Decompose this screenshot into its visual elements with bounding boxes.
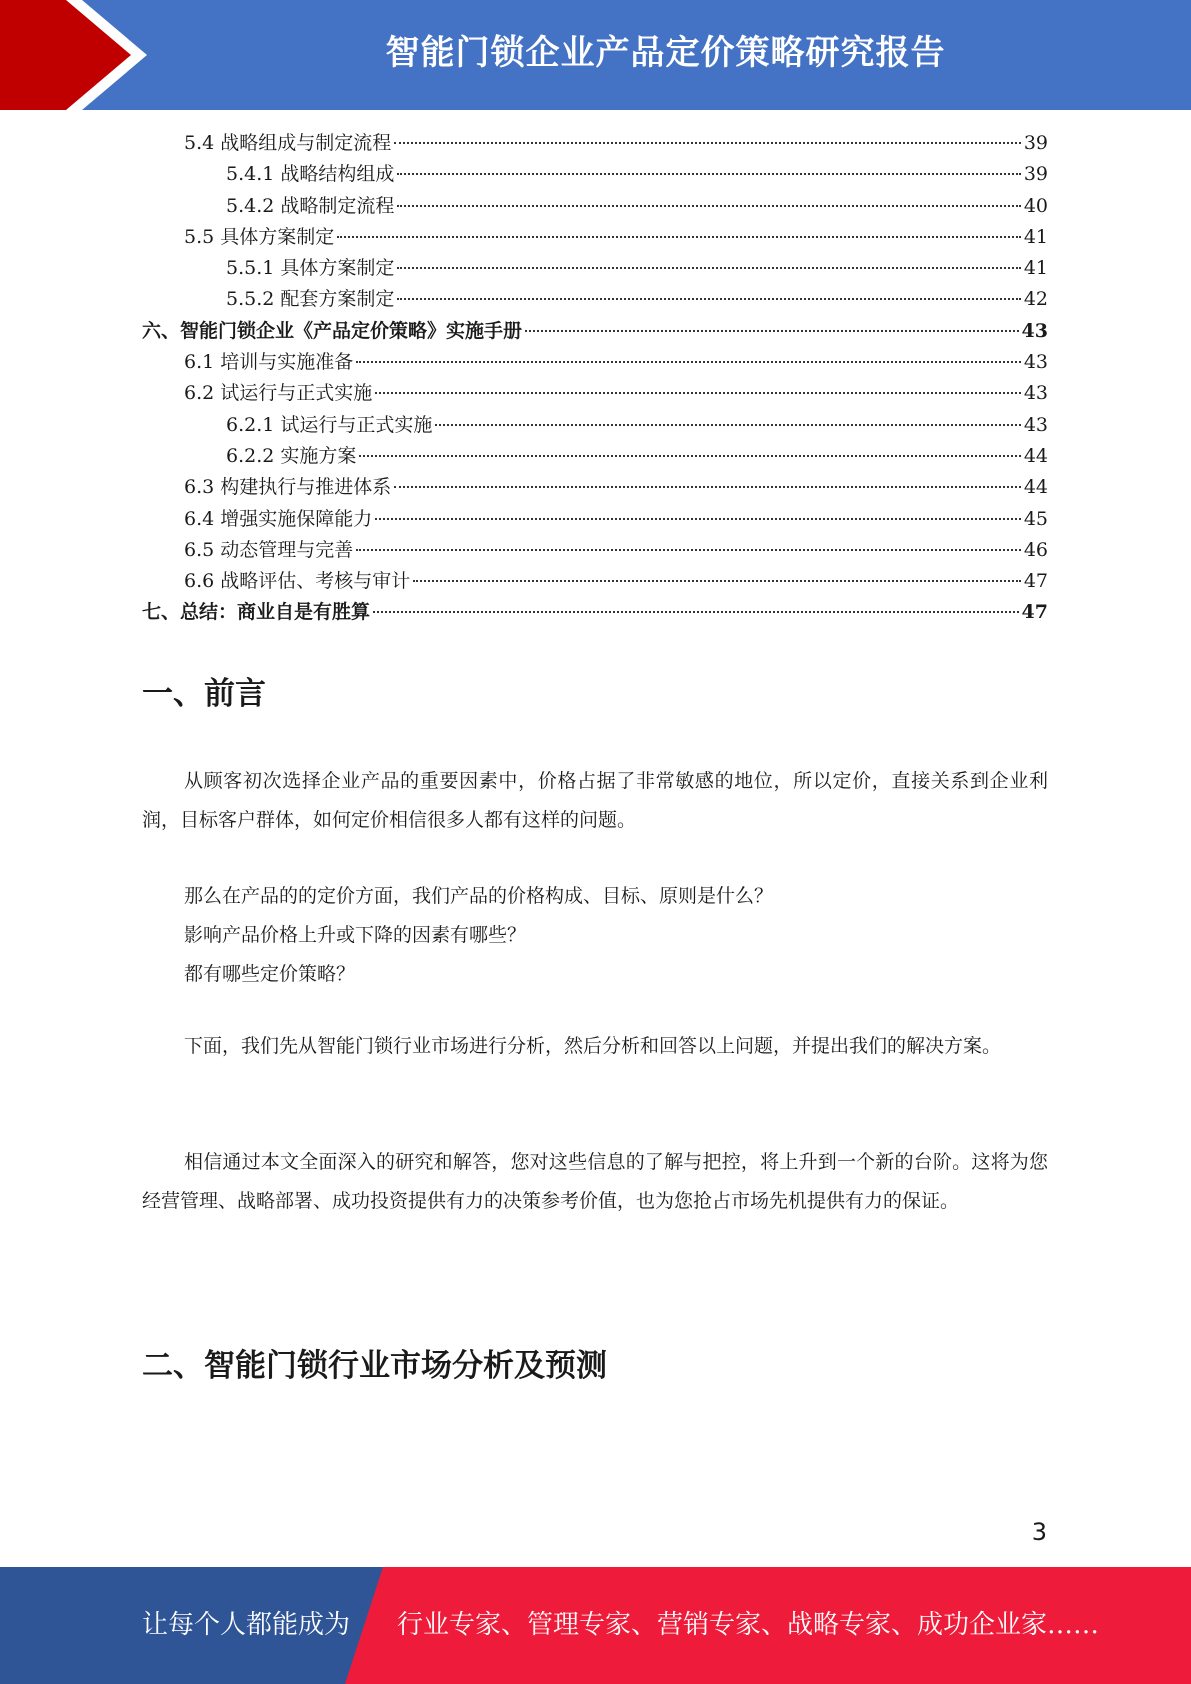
paragraph-text: 相信通过本文全面深入的研究和解答，您对这些信息的了解与把控，将上升到一个新的台阶。这将为您经营管理、战略部署、成功投资提供有力的决策参考价值，也为您抢占市场先机提供有力的保证。 xyxy=(142,1151,1048,1212)
footer-slogan-right: 行业专家、管理专家、营销专家、战略专家、成功企业家…… xyxy=(397,1610,1100,1640)
toc-entry-title: 5.4.2 战略制定流程 xyxy=(226,194,395,217)
page-header xyxy=(0,0,1191,110)
toc-dot-leader xyxy=(413,580,1021,582)
toc-entry-title: 5.5 具体方案制定 xyxy=(184,225,335,248)
toc-entry-title: 6.2.1 试运行与正式实施 xyxy=(226,413,433,436)
toc-entry[interactable] xyxy=(142,410,1048,441)
toc-entry-title: 六、智能门锁企业《产品定价策略》实施手册 xyxy=(142,319,523,342)
toc-entry-page: 43 xyxy=(1021,319,1048,342)
toc-entry[interactable] xyxy=(142,535,1048,566)
toc-dot-leader xyxy=(397,205,1020,207)
question-line: 影响产品价格上升或下降的因素有哪些？ xyxy=(184,924,527,946)
paragraph-text: 下面，我们先从智能门锁行业市场进行分析，然后分析和回答以上问题，并提出我们的解决方案。 xyxy=(184,1035,1002,1057)
toc-dot-leader xyxy=(525,330,1019,332)
preface-heading: 一、前言 xyxy=(142,676,266,712)
toc-entry-page: 44 xyxy=(1023,476,1048,499)
toc-entry-title: 七、总结：商业自是有胜算 xyxy=(142,601,371,624)
toc-entry[interactable] xyxy=(142,378,1048,409)
market-analysis-heading: 二、智能门锁行业市场分析及预测 xyxy=(142,1348,607,1384)
toc-entry[interactable] xyxy=(142,284,1048,315)
toc-entry-title: 5.4.1 战略结构组成 xyxy=(226,163,395,186)
toc-entry-title: 6.3 构建执行与推进体系 xyxy=(184,476,392,499)
toc-dot-leader xyxy=(356,361,1021,363)
toc-dot-leader xyxy=(359,455,1020,457)
toc-entry[interactable] xyxy=(142,253,1048,284)
toc-entry[interactable] xyxy=(142,159,1048,190)
toc-entry-title: 5.4 战略组成与制定流程 xyxy=(184,132,392,154)
toc-entry[interactable] xyxy=(142,441,1048,472)
toc-dot-leader xyxy=(394,142,1021,144)
toc-dot-leader xyxy=(435,424,1020,426)
toc-dot-leader xyxy=(375,392,1021,394)
toc-entry-page: 42 xyxy=(1023,288,1048,311)
preface-paragraph-1 xyxy=(142,762,1048,840)
toc-entry-title: 6.4 增强实施保障能力 xyxy=(184,507,373,530)
toc-entry-title: 6.6 战略评估、考核与审计 xyxy=(184,570,411,593)
toc-entry-page: 41 xyxy=(1023,257,1048,280)
toc-entry[interactable] xyxy=(142,316,1048,347)
toc-entry-page: 46 xyxy=(1023,538,1048,561)
toc-entry-page: 43 xyxy=(1023,413,1048,436)
preface-paragraph-3 xyxy=(142,1143,1048,1221)
toc-entry-title: 6.1 培训与实施准备 xyxy=(184,351,354,374)
toc-entry[interactable] xyxy=(142,128,1048,159)
page-number: 3 xyxy=(1031,1518,1047,1546)
footer-slogan-left: 让每个人都能成为 xyxy=(142,1610,351,1640)
paragraph-text: 从顾客初次选择企业产品的重要因素中，价格占据了非常敏感的地位，所以定价，直接关系到企业利润，目标客户群体，如何定价相信很多人都有这样的问题。 xyxy=(142,770,1048,831)
toc-entry[interactable] xyxy=(142,472,1048,503)
toc-entry-title: 6.5 动态管理与完善 xyxy=(184,538,354,561)
question-line: 那么在产品的的定价方面，我们产品的价格构成、目标、原则是什么？ xyxy=(184,885,774,907)
toc-entry-page: 40 xyxy=(1023,194,1048,217)
toc-dot-leader xyxy=(373,611,1019,613)
toc-entry-page: 45 xyxy=(1023,507,1048,530)
header-red-chevron xyxy=(0,0,160,110)
toc-dot-leader xyxy=(394,486,1021,488)
toc-dot-leader xyxy=(397,267,1020,269)
toc-dot-leader xyxy=(356,549,1021,551)
preface-paragraph-2 xyxy=(142,1027,1048,1066)
toc-entry-page: 44 xyxy=(1023,444,1048,467)
toc-entry-page: 47 xyxy=(1023,570,1048,593)
header-title: 智能门锁企业产品定价策略研究报告 xyxy=(385,33,946,73)
toc-entry-title: 6.2.2 实施方案 xyxy=(226,444,357,467)
toc-dot-leader xyxy=(397,173,1020,175)
page-footer xyxy=(0,1567,1191,1684)
toc-dot-leader xyxy=(397,298,1020,300)
toc-entry-page: 43 xyxy=(1023,382,1048,405)
toc-entry-title: 5.5.2 配套方案制定 xyxy=(226,288,395,311)
toc-entry-page: 41 xyxy=(1023,225,1048,248)
toc-entry-page: 39 xyxy=(1023,132,1048,154)
toc-entry[interactable] xyxy=(142,222,1048,253)
toc-dot-leader xyxy=(375,518,1021,520)
toc-dot-leader xyxy=(337,236,1021,238)
preface-questions xyxy=(142,877,1048,994)
toc-entry[interactable] xyxy=(142,597,1048,628)
toc-entry[interactable] xyxy=(142,504,1048,535)
toc-entry[interactable] xyxy=(142,347,1048,378)
question-line: 都有哪些定价策略？ xyxy=(184,963,356,985)
toc-entry-page: 43 xyxy=(1023,351,1048,374)
toc-entry-title: 6.2 试运行与正式实施 xyxy=(184,382,373,405)
table-of-contents xyxy=(142,128,1048,629)
toc-entry[interactable] xyxy=(142,191,1048,222)
toc-entry-page: 47 xyxy=(1021,601,1048,624)
toc-entry-page: 39 xyxy=(1023,163,1048,186)
toc-entry-title: 5.5.1 具体方案制定 xyxy=(226,257,395,280)
toc-entry[interactable] xyxy=(142,566,1048,597)
